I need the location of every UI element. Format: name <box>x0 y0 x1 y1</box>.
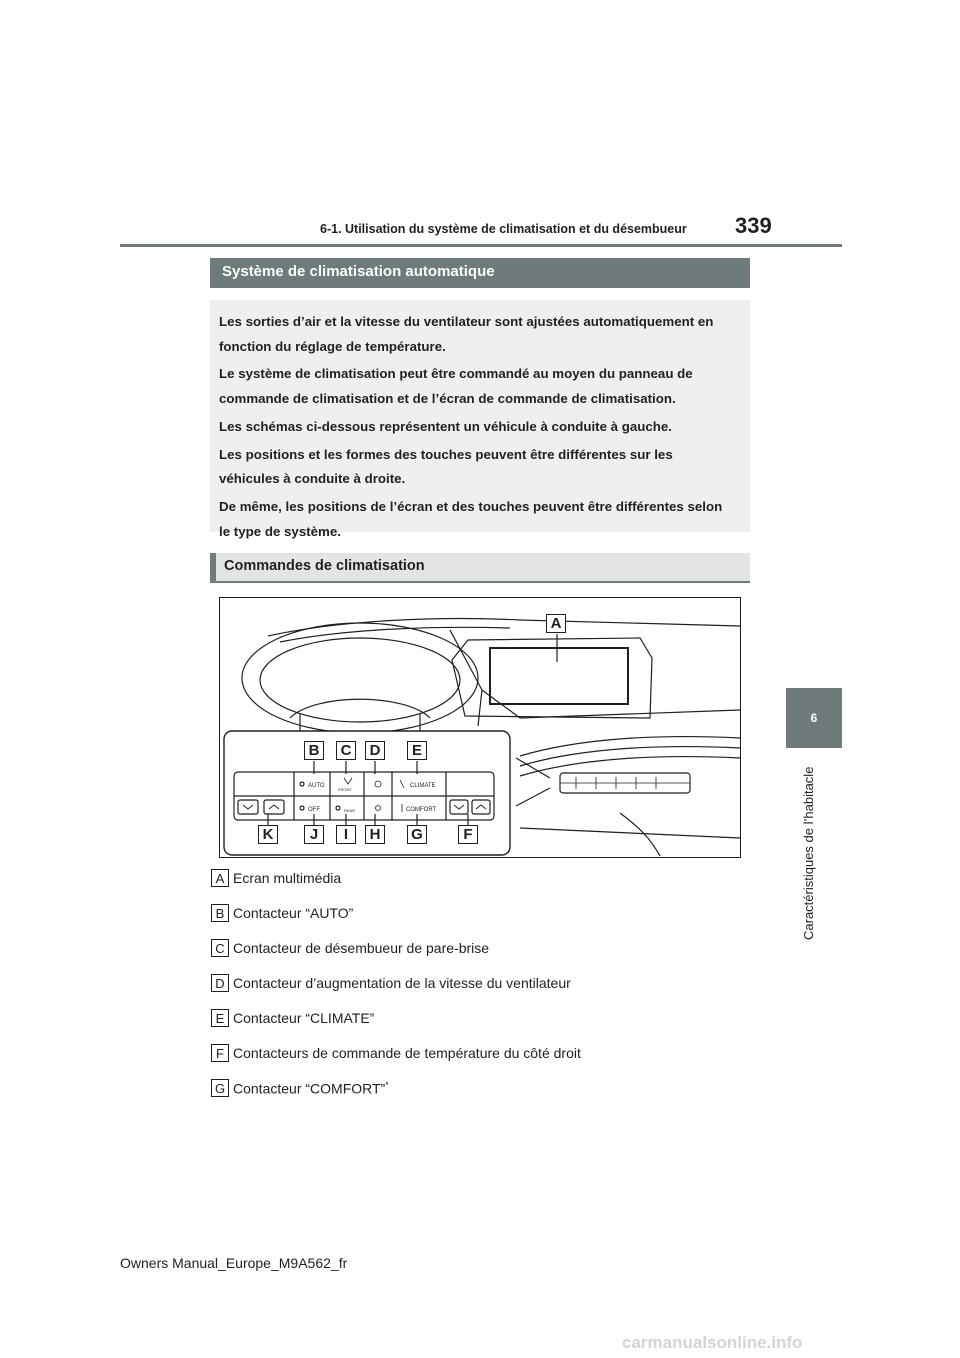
watermark-graphic <box>622 1333 942 1353</box>
legend-key: B <box>211 904 229 922</box>
chapter-title-vertical <box>798 760 818 940</box>
info-paragraph: Les sorties d’air et la vitesse du ventilateur sont ajustées automatiquement en fonction du réglage de température. <box>219 314 714 354</box>
info-paragraph: Les positions et les formes des touches peuvent être différentes sur les véhicules à conduite à droite. <box>219 446 673 487</box>
callout-J: J <box>304 825 324 844</box>
dashboard-drawing <box>220 598 740 857</box>
panel-label-auto: AUTO <box>308 783 325 789</box>
legend-key: G <box>211 1079 229 1097</box>
section-heading-controls <box>210 553 750 583</box>
chapter-number: 6 <box>810 711 818 725</box>
dashboard-illustration <box>219 597 741 858</box>
callout-K: K <box>258 825 278 844</box>
panel-label-off: OFF <box>308 807 320 813</box>
section-heading-auto-ac <box>210 258 750 288</box>
watermark-text: carmanualsonline.info <box>622 1333 803 1352</box>
legend-key: A <box>211 869 229 887</box>
legend-text: Ecran multimédia <box>233 870 342 886</box>
callout-G: G <box>407 825 427 844</box>
legend-text <box>233 1080 389 1097</box>
legend-key: C <box>211 939 229 957</box>
callout-H: H <box>365 825 385 844</box>
callout-A: A <box>546 614 566 633</box>
watermark-logo <box>622 1333 942 1353</box>
running-header: 6-1. Utilisation du système de climatisation et du désembueur <box>320 222 687 236</box>
legend-text-main: Contacteur “COMFORT” <box>233 1080 386 1097</box>
legend-text: Contacteur “AUTO” <box>233 905 354 921</box>
legend-text: Contacteur “CLIMATE” <box>233 1010 375 1026</box>
chapter-title: Caractéristiques de l’habitacle <box>801 766 816 940</box>
info-paragraph: De même, les positions de l’écran et des touches peuvent être différentes selon le type de système. <box>219 499 723 539</box>
header-divider <box>120 244 842 247</box>
legend-text: Contacteurs de commande de température du côté droit <box>233 1045 581 1061</box>
callout-E: E <box>407 741 427 760</box>
callout-C: C <box>336 741 356 760</box>
legend-text: Contacteur d’augmentation de la vitesse du ventilateur <box>233 975 571 991</box>
chapter-tab <box>786 688 842 748</box>
panel-label-rear: REAR <box>344 808 356 813</box>
section-title: Système de climatisation automatique <box>222 263 495 280</box>
callout-I: I <box>336 825 356 844</box>
panel-label-comfort: COMFORT <box>406 807 437 813</box>
legend-key: F <box>211 1044 229 1062</box>
legend-text: Contacteur de désembueur de pare-brise <box>233 940 490 956</box>
page-number: 339 <box>735 213 772 238</box>
panel-label-climate: CLIMATE <box>410 783 436 789</box>
legend-key: E <box>211 1009 229 1027</box>
info-paragraph: Le système de climatisation peut être commandé au moyen du panneau de commande de climatisation et de l’écran de commande de climatisation. <box>219 366 693 407</box>
callout-D: D <box>365 741 385 760</box>
info-paragraph: Les schémas ci-dessous représentent un véhicule à conduite à gauche. <box>219 418 672 434</box>
info-box <box>210 300 750 539</box>
footer-text: Owners Manual_Europe_M9A562_fr <box>120 1255 348 1271</box>
panel-label-front: FRONT <box>338 787 352 792</box>
section-title: Commandes de climatisation <box>224 558 425 574</box>
callout-B: B <box>304 741 324 760</box>
callout-F: F <box>458 825 478 844</box>
legend-key: D <box>211 974 229 992</box>
footnote-marker: * <box>385 1080 389 1090</box>
